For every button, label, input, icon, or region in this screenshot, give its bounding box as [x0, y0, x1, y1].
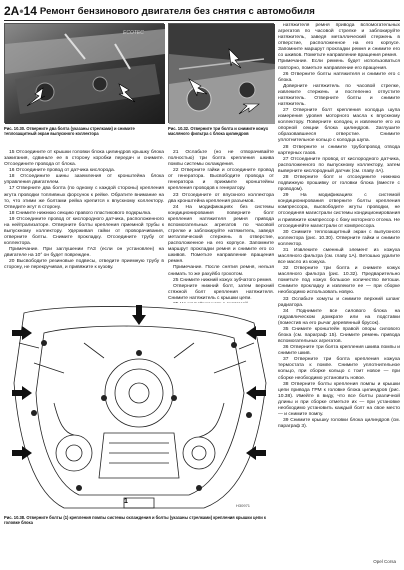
chapter-number: [4, 4, 40, 18]
callout-label-1: 1: [124, 498, 128, 505]
paragraph: 29 На модификациях с системой кондиционирования отверните болты крепления компрессора, высвободите жгуты проводки, не отсоединяя магистрали системы кондиционирования и привяжите компрессор с боку моторного отсека. Не отсоединяйте магистрали от компрессора.: [278, 193, 400, 229]
drawing-code: H30971: [236, 503, 251, 508]
paragraph: 24 На модификациях без системы кондиционирования поверните болт крепления натяжителя ремня привода вспомогательных агрегатов по часовой стрелке и заблокируйте натяжитель, заведя металлический стержень в отверстие, расположенное на его корпусе. Запомните маршрут прокладки ремня и снимите его со шкивов. Пометьте направление вращения ремня.: [168, 204, 274, 265]
paragraph: 27 Отверните болт крепления колодца шупа измерения уровня моторного масла к впускному коллектору. Поверните колодец и извлеките его из опорной секции блока цилиндров. Заглушите образовавшееся отверстие. Снимите уплотнительное кольцо с колодца шупа.: [278, 108, 400, 144]
note-paragraph: Примечание. При заглушении ГАЗ (если он установлен) на двигателе на 10° он будет поврежден.: [4, 247, 164, 259]
paragraph: 25 Снимите нижний кожух зубчатого ремня.: [173, 277, 273, 283]
figure-number: Рис. 10.30.: [4, 126, 26, 131]
bolt-icon: [31, 410, 37, 416]
paragraph: 37 Отверните три болта крепления кожуха термостата к помпе. Снимите уплотнительное кольцо, при сборке кольцо с тоит новое — при сборке необходимо установить новое.: [278, 357, 400, 381]
paragraph: 31 Извлеките сменный элемент из кожуха масляного фильтра (см. главу 1А). Ветошью удалите все масло из кожуха.: [278, 247, 400, 266]
text-column-1: [4, 150, 164, 300]
paragraph: 18 Отсоедините шины заземления от кронштейна блока управления двигателем.: [4, 174, 164, 186]
figure-caption-text: Отверните три болта и снимите кожух масляного фильтра с блока цилиндров: [168, 126, 269, 136]
paragraph: 34 Поднимите все силового блока на гидравлическом домкрате или на подставки (поместив на его рычаг деревянный брусок).: [278, 308, 400, 326]
paragraph: 30 Снимите теплозащитный экран с выпускного коллектора (рис. 10.30). Отверните гайки и снимите коллектор.: [278, 229, 400, 247]
paragraph: 19 Отсоедините провод от кислородного датчика, расположенного на нейтрализаторе. Отверните болты крепления приемной трубы к выпускному коллектору. Удерживая гайки от проворачивания, отверните болты. Снимите прокладку. Отсоедините трубу от коллектора.: [4, 216, 164, 247]
photo-engine-label: ECOTEC: [123, 30, 144, 36]
paragraph: 27 Отсоедините провод от кислородного датчика, расположенного по выпускному коллектору, затем выверните кислородный датчик (см. главу 4А).: [278, 156, 400, 174]
paragraph: 20 Высвободите резиновые подвесы, отведите приемную трубу в сторону, не перекручивая, и привяжите к кузову.: [4, 259, 164, 271]
page-number: 14: [23, 4, 37, 18]
page-title: Ремонт бензинового двигателя без снятия с автомобиля: [39, 5, 315, 17]
paragraph: 39 Снимите крышку головки блока цилиндров (см. параграф 3).: [278, 418, 400, 430]
paragraph: Доверните натяжитель по часовой стрелке, извлеките стержень и постепенно отпустите натяжитель. Отверните болты и снимите натяжитель.: [278, 83, 400, 108]
bolt-icon: [231, 342, 237, 348]
paragraph: 33 Ослабьте хомуты и снимите верхний шланг радиатора.: [278, 296, 400, 308]
photo-fig-32: [168, 23, 274, 123]
paragraph: 28 Отверните болт и отсоедините нижнюю подвижную прошивку от головки блока (вместе с проводом).: [278, 174, 400, 193]
paragraph: 28 Отверните и снимите трубопровод отвода картерных газов.: [278, 144, 400, 156]
page-header: [4, 3, 400, 19]
bolt-icon: [101, 395, 107, 401]
text-column-2: [168, 150, 274, 300]
bolt-icon: [136, 350, 142, 356]
paragraph: 18 Снимите нижнюю секцию правого пластикового подкрылка.: [9, 210, 152, 216]
photo-fig-30: [4, 23, 164, 123]
figure-caption-text: Отверните болты (1) крепления помпы системы охлаждения и болты (указаны стрелками) крепления крышки цепи к головке блока: [4, 515, 266, 525]
paragraph: 38 Отверните болты крепления помпы и крышки цепи привода ГРМ к головке блока цилиндров (рис. 10.38). Имейте в виду, что все болты различной длины и при сборке отметьте их — при установке необходимо установить каждый болт на свое место — и снимите помпу.: [278, 381, 400, 417]
note-paragraph: Примечание. После снятия ремня, нельзя снимать то же рахуйбо грохотом.: [168, 265, 274, 277]
paragraph: 16 Отсоедините провод от датчика кислорода.: [9, 168, 116, 174]
paragraph: Отверните нижний болт, затем верхний стяжной болт крепления натяжителя. Снимите натяжитель с крышки цепи.: [168, 283, 274, 301]
paragraph: 26 Отверните болты натяжителя и снимите его с блока.: [278, 71, 400, 83]
header-divider: [4, 20, 400, 21]
figure-engine-drawing: [4, 303, 274, 513]
paragraph: 35 Снимите кронштейн правой опоры силового блока (см. параграф 15). Снимите ремень привода вспомогательных агрегатов.: [278, 326, 400, 345]
chapter-separator: •: [19, 4, 24, 18]
figure-number: Рис. 10.38.: [4, 515, 26, 520]
paragraph: 36 Отверните три болта крепления шкива помпы и снимите шкив.: [278, 345, 400, 357]
bolt-icon: [196, 485, 202, 491]
paragraph: 22 Отверните гайки и отсоедините провод от генератора. Высвободите провода от генератора и прижмите кронштейны крепления проводов к генератору.: [168, 168, 274, 192]
bolt-icon: [246, 412, 252, 418]
paragraph: 15 Отсоедините от крышки головки блока цилиндров крышку блока зажигания, сдвиньте ее в сторону коробки передач и снимите. Отсоедините провода от блока.: [4, 150, 164, 168]
figure-number: Рис. 10.32.: [168, 126, 190, 131]
figure-caption-32: [168, 126, 274, 136]
figure-caption-text: Отверните два болта (указаны стрелками) и снимите теплозащитный экран выпускного коллектора: [4, 126, 135, 136]
paragraph: натяжителя ремня привода вспомогательных агрегатов по часовой стрелке и заблокируйте натяжитель, заведя металлический стержень в отверстие, расположенное на его корпусе. Запомните маршрут прокладки ремня и снимите его со шкивов. Пометьте направление вращения ремня.: [278, 23, 400, 59]
bolt-icon: [171, 395, 177, 401]
paragraph: 17 Отверните два болта (по одному с каждой стороны) крепления жгута проводки топливных форсунок к рейке. Обратите внимание на то, что этими же болтами рейка крепится к впускному коллектору. Отведите жгут в сторону.: [4, 186, 164, 210]
figure-caption-38: [4, 515, 274, 525]
figure-caption-30: [4, 126, 164, 136]
text-column-3: [278, 23, 400, 553]
chapter-code: 2A: [4, 4, 20, 18]
bolt-icon: [76, 485, 82, 491]
paragraph: 21 Ослабьте (но не отворачивайте полностью) три болта крепления шкива помпы системы охлаждения.: [168, 150, 274, 168]
paragraph: 32 Отверните три болта и снимите кожух масляного фильтра (рис. 10.32). Предварительно пометьте под кожух большое количество ветоши. Снимите прокладку и извлеките ее — при сборке необходимо использовать новую.: [278, 266, 400, 296]
page-footer: Opel Corsa: [373, 559, 396, 564]
paragraph: 23 Отсоедините от впускного коллектора два кронштейна крепления разъемов.: [168, 192, 274, 204]
bolt-icon: [41, 340, 47, 346]
note-paragraph: Примечание. Если ремень будет использоваться повторно, пометьте направление его вращения.: [278, 59, 400, 71]
